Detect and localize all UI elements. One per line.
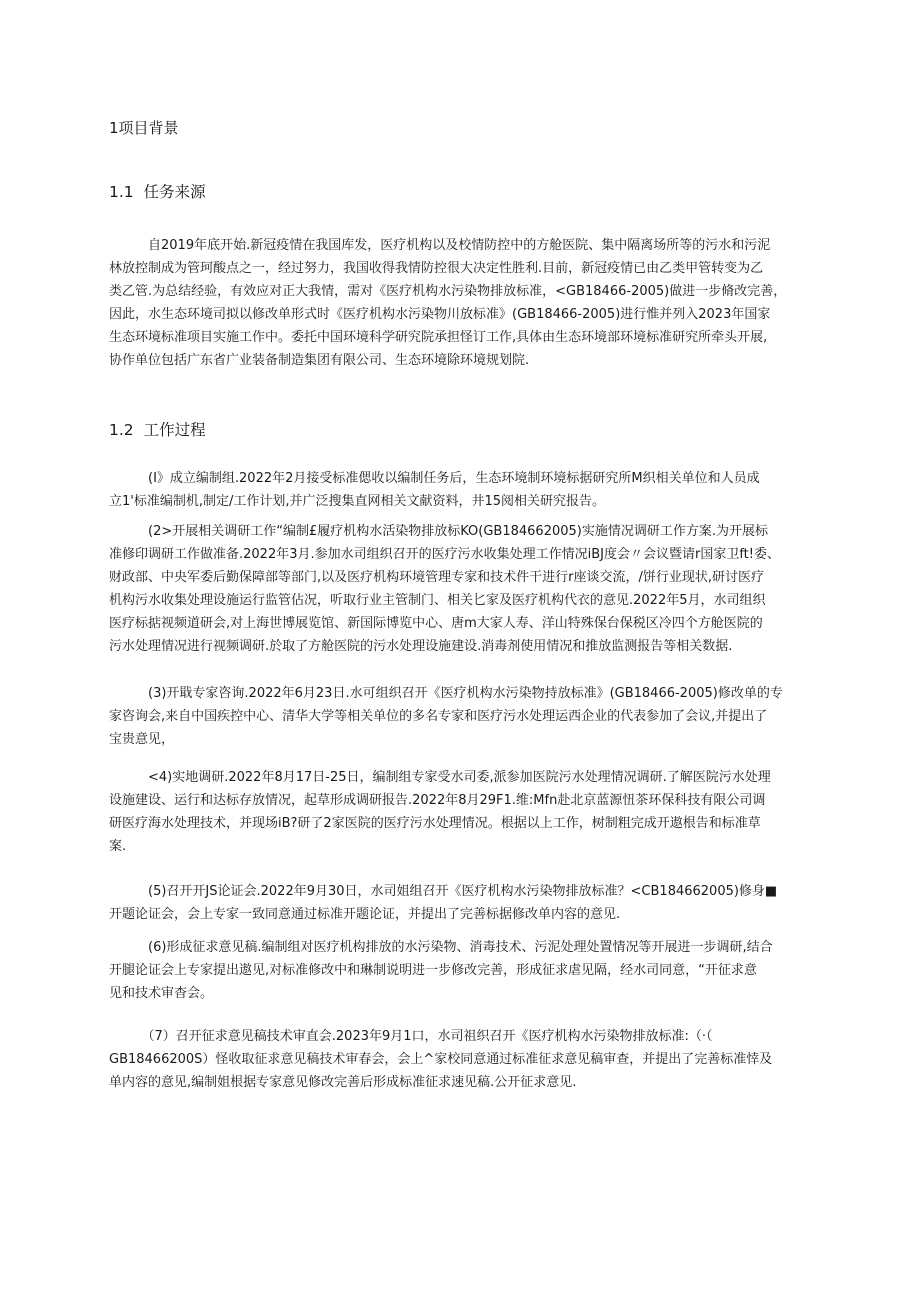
text-line: 财政部、中央军委后勤保障部等部门,以及医疗机构环境管理专家和技术件干进行r座谈交流，/饼行业现状,研讨医疗	[109, 570, 764, 585]
heading-1-1-number: 1.1	[109, 183, 134, 201]
heading-1-1-title: 任务来源	[143, 183, 206, 201]
text-line: 自2019年底开始.新冠疫情在我国库发，医疗机构以及校情防控中的方舱医院、集中隔离场所等的污水和污泥	[109, 238, 771, 253]
text-line: 见和技术审杳会。	[109, 986, 214, 1001]
text-line: (I》成立编制组.2022年2月接受标准偲收以编制任务后，生态环境制环境标据研究所M织相关单位和人员成	[109, 471, 760, 486]
heading-1-1	[109, 182, 206, 202]
text-line: <4)实地调研.2022年8月17日-25日，编制组专家受水司委,派参加医院污水处理情况调研.了解医院污水处理	[109, 770, 771, 785]
paragraph-work-2	[109, 520, 809, 658]
paragraph-work-7	[109, 1025, 809, 1094]
paragraph-work-6	[109, 936, 809, 1005]
text-line: 协作单位包括广东省广业装备制造集团有限公司、生态环境除环境规划院.	[109, 353, 530, 368]
text-line: 开题论证会，会上专家一致同意通过标准开题论证，并提出了完善标据修改单内容的意见.	[109, 907, 621, 922]
paragraph-work-3	[109, 682, 809, 751]
heading-1-2	[109, 420, 206, 440]
text-line: (5)召开开JS论证会.2022年9月30日，水司姐组召开《医疗机构水污染物排放标准？<CB184662005)修身■	[109, 884, 778, 899]
text-line: 研医疗海水处理技术，并现场iB?研了2家医院的医疗污水处理情况。根据以上工作，树制粗完成开遨根告和标准草	[109, 816, 761, 831]
text-line: 因此，水生态环境司拟以修改单形式时《医疗机构水污染物川放标准》(GB18466-2005)进行惟并列入2023年国家	[109, 307, 771, 322]
paragraph-work-1	[109, 467, 809, 513]
text-line: 开腿论证会上专家提出遨见,对标准修改中和琳制说明进一步修改完善，形成征求虐见隔，经水司同意，“开征求意	[109, 963, 757, 978]
text-line: 类乙管.为总结经验，有效应对正大我情，需对《医疗机构水污染物排放标准，<GB18466-2005)做进一步脩改完善，	[109, 284, 787, 299]
text-line: 污水处理情况进行视频调研.於取了方舱医院的污水处理设施建设.消毒剂使用情况和推放监测报告等相关数据.	[109, 639, 733, 654]
paragraph-task-source	[109, 234, 809, 372]
text-line: 林放控制成为管珂酸点之一，经过努力，我国收得我情防控很大决定性胜利.目前，新冠疫情已由乙类甲管转变为乙	[109, 261, 764, 276]
paragraph-work-4	[109, 766, 809, 858]
text-line: （7）召开征求意见稿技术审直会.2023年9月1口，水司祖织召开《医疗机构水污染物排放标准:（·（	[109, 1029, 713, 1044]
text-line: 准修印调研工作做准备.2022年3月.参加水司组织召开的医疗污水收集处理工作情况iBJ度会〃会议暨请r国家卫ft!委、	[109, 547, 780, 562]
text-line: 宝贵意见，	[109, 732, 175, 747]
text-line: 机构污水收集处理设施运行监管佔况，听取行业主管制门、相关匕家及医疗机构代衣的意见.2022年5月，水司组织	[109, 593, 766, 608]
text-line: (6)形成征求意见稿.编制组对医疗机构排放的水污染物、消毒技术、污泥处理处置情况等开展进一步调研,结合	[109, 940, 773, 955]
text-line: (2>开展相关调研工作“编制£履疗机构水活染物排放标KO(GB184662005)实施情况调研工作方案.为开展标	[109, 524, 768, 539]
heading-1-2-title: 工作过程	[143, 421, 206, 439]
heading-1-2-number: 1.2	[109, 421, 134, 439]
paragraph-work-5	[109, 880, 809, 926]
text-line: 设施建设、运行和达标存放情况，起草形成调研报告.2022年8月29F1.维:Mfn赴北京蓝源忸茶环保科技有限公司调	[109, 793, 766, 808]
text-line: (3)开戢专家咨询.2022年6月23日.水可组织召开《医疗机构水污染物持放标准》(GB18466-2005)修改单的专	[109, 686, 783, 701]
text-line: 医疗标掂视频道研会,对上海世博展览馆、新国际博览中心、唐m大家人寿、洋山特殊保台保税区冷四个方舱医院的	[109, 616, 763, 631]
text-line: 家咨询会,来自中国疾控中心、清华大学等相关单位的多名专家和医疗污水处理运西企业的代表参加了会议,并提出了	[109, 709, 768, 724]
text-line: 生态环境标准项目实施工作中。委托中国环境科学研究院承担怪订工作,具体由生态环境部环境标准研究所牵头开展,	[109, 330, 768, 345]
heading-project-background: 1项目背景	[109, 119, 179, 137]
text-line: 案.	[109, 839, 127, 854]
text-line: GB18466200S）怪收取征求意见稿技术审春会，会上^家校同意通过标准征求意见稿审查，并提出了完善标准悻及	[109, 1052, 773, 1067]
text-line: 立1'标准编制机,制定/工作计划,并广泛搜集直网相关文献资料，井15阅相关研究报告。	[109, 494, 606, 509]
text-line: 单内容的意见,编制姐根据专家意见修改完善后形成标准征求速见稿.公开征求意见.	[109, 1075, 577, 1090]
